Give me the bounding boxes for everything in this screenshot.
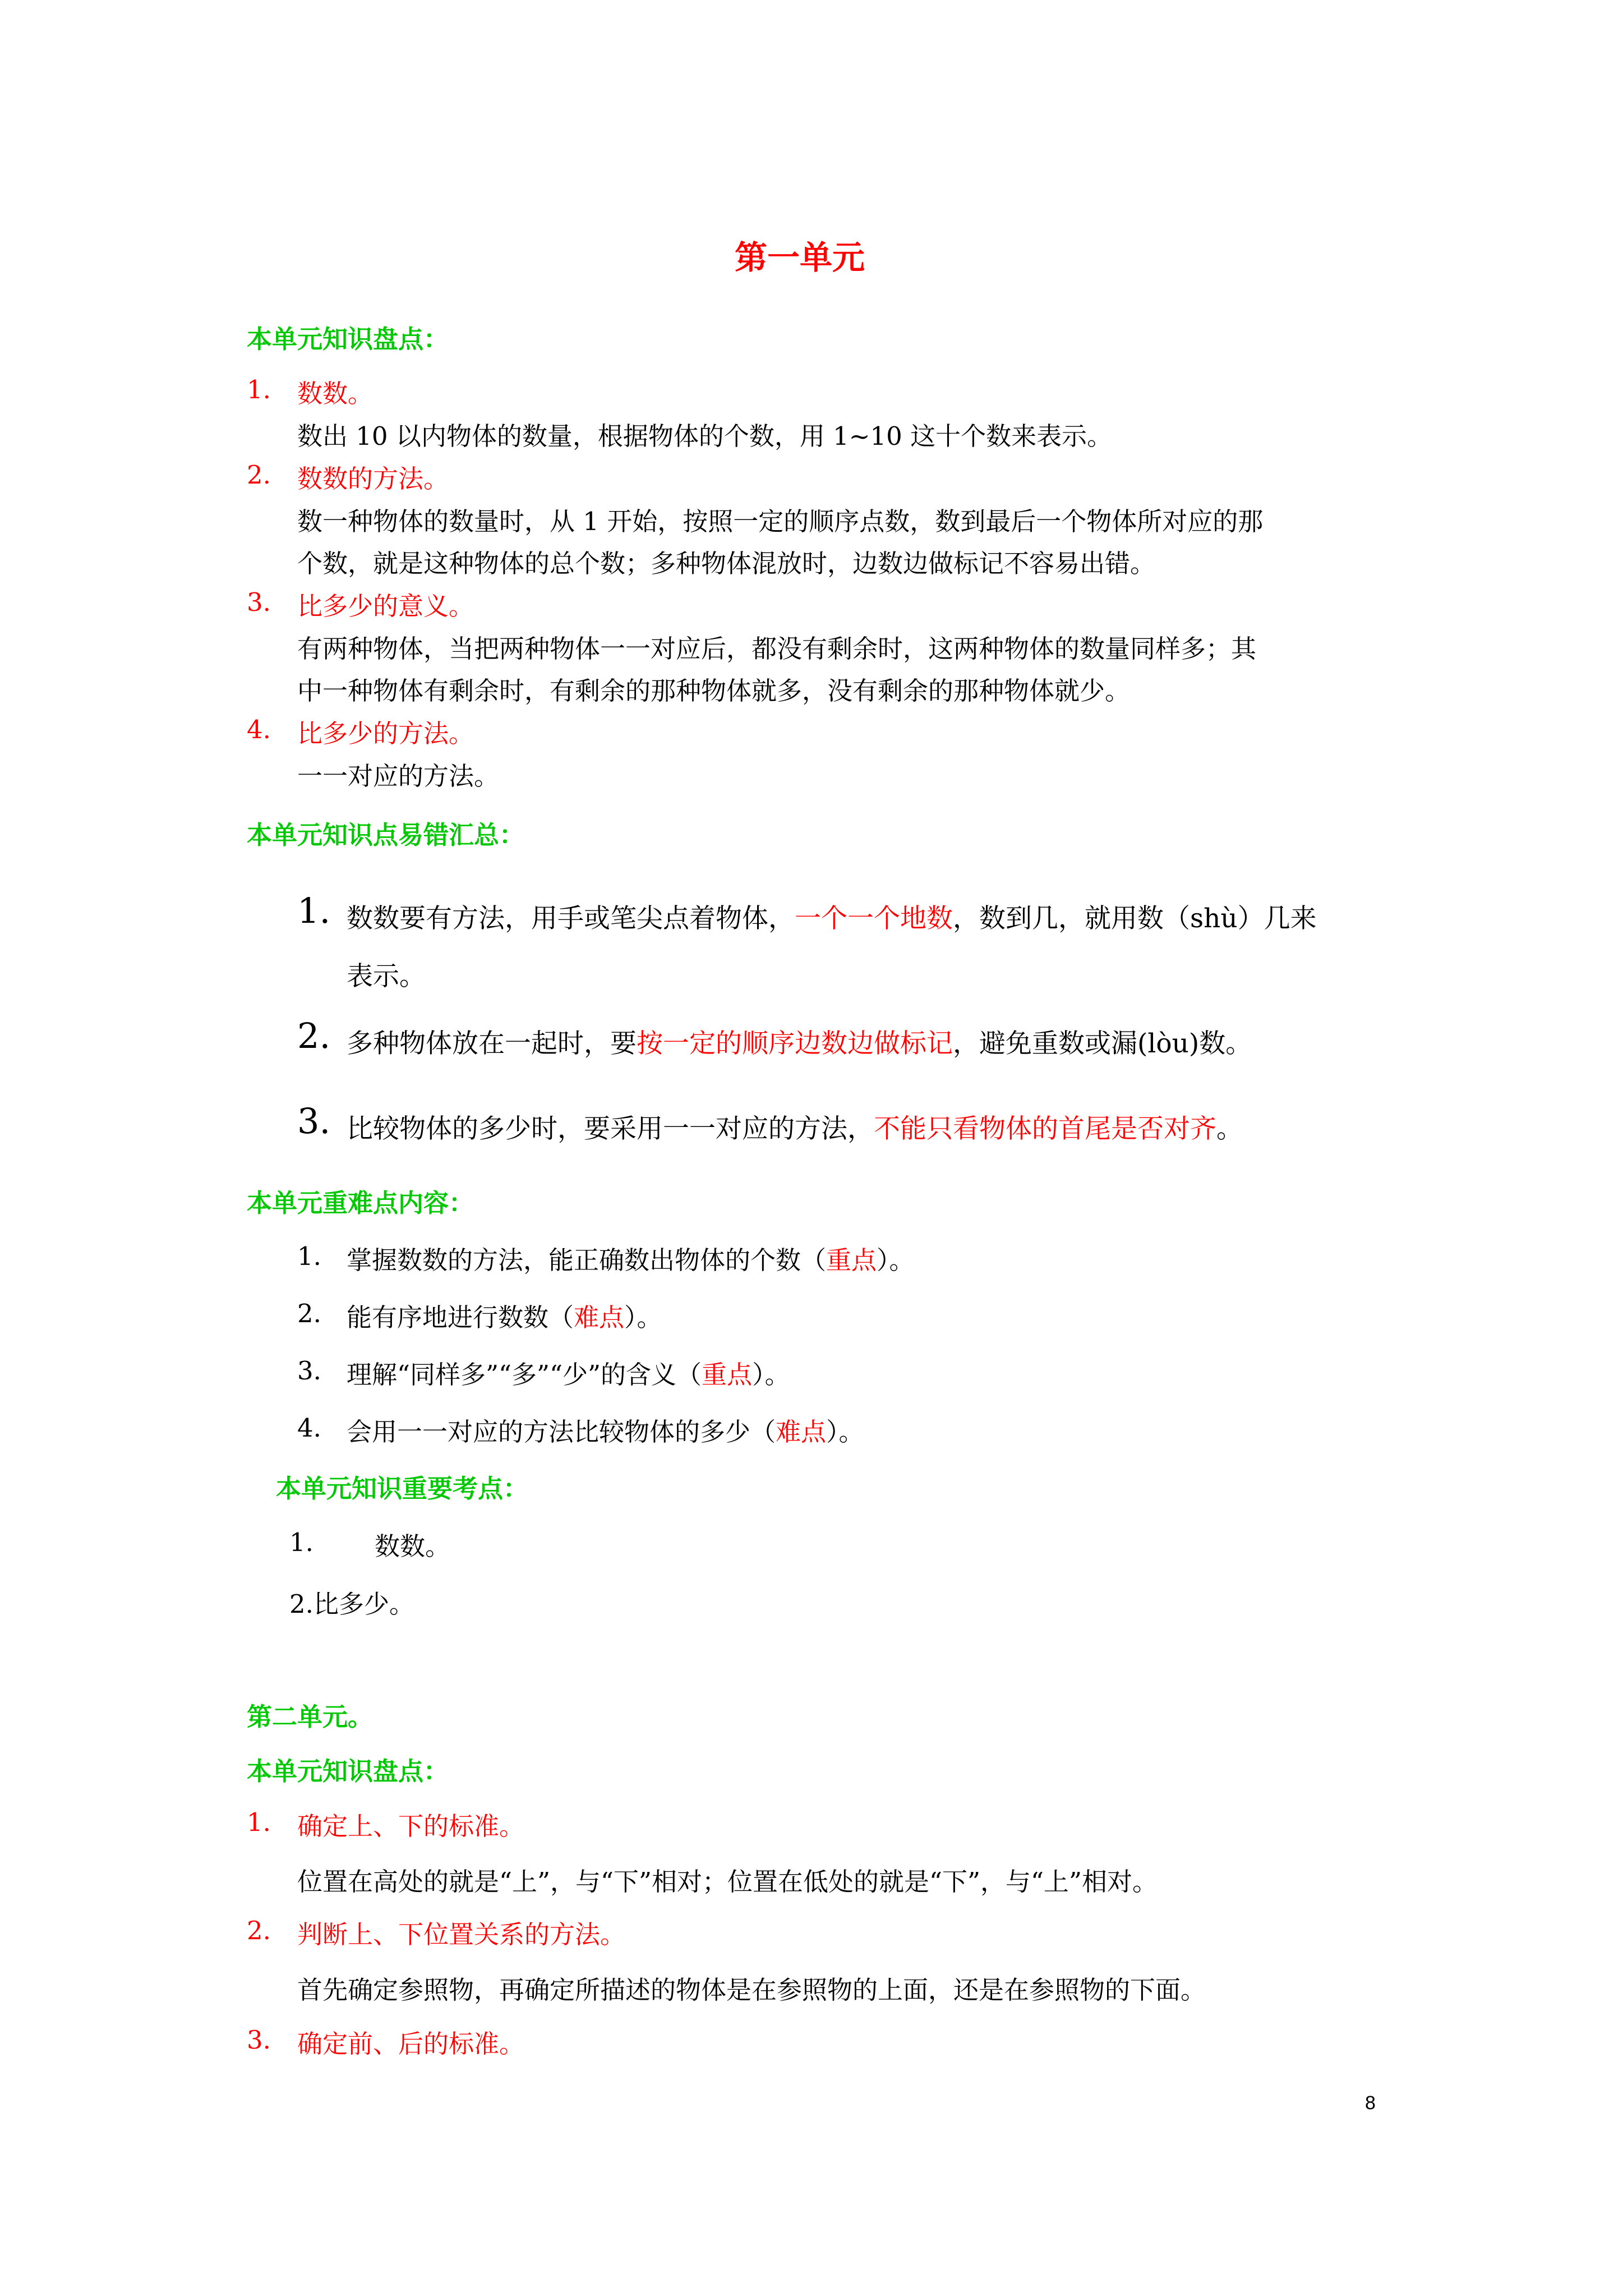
keypoint-tag: 重点 [826,1245,877,1275]
kp-text: 首先确定参照物，再确定所描述的物体是在参照物的上面，还是在参照物的下面。 [297,1975,1206,2005]
kp-title: 数数。 [297,379,374,408]
unit1-keypoints-heading: 本单元重难点内容： [247,1188,474,1218]
kp-title: 确定前、后的标准。 [297,2029,525,2059]
error-text-a: 比较物体的多少时，要采用一一对应的方法， [347,1114,874,1144]
kp-text: 数一种物体的数量时，从 1 开始，按照一定的顺序点数，数到最后一个物体所对应的那 [297,507,1264,536]
error-number: 3. [297,1101,331,1142]
unit1-exam-heading: 本单元知识重要考点： [276,1474,529,1503]
error-text-b: 。 [1216,1114,1243,1144]
exam-number: 1. [289,1527,313,1557]
kp-number: 2. [247,1916,271,1945]
keypoint-number: 1. [297,1241,321,1271]
error-text [347,1108,1243,1145]
kp-number: 4. [247,715,271,744]
kp-number: 2. [247,460,271,490]
keypoint-text-b: ）。 [752,1360,790,1389]
keypoint-tag: 难点 [776,1417,827,1447]
keypoint-text-a: 会用一一对应的方法比较物体的多少（ [347,1417,776,1447]
error-highlight: 不能只看物体的首尾是否对齐 [874,1114,1216,1144]
kp-text: 位置在高处的就是“上”，与“下”相对；位置在低处的就是“下”，与“上”相对。 [297,1867,1158,1897]
keypoint-number: 4. [297,1413,321,1443]
kp-text: 中一种物体有剩余时，有剩余的那种物体就多，没有剩余的那种物体就少。 [297,676,1131,706]
kp-title: 确定上、下的标准。 [297,1811,525,1841]
keypoint-text-b: ）。 [826,1417,864,1447]
keypoint-text-a: 能有序地进行数数（ [347,1303,574,1332]
error-highlight: 按一定的顺序边数边做标记 [637,1028,953,1059]
kp-text: 数出 10 以内物体的数量，根据物体的个数，用 1~10 这十个数来表示。 [297,421,1113,451]
keypoint-tag: 重点 [702,1360,753,1389]
error-text-cont: 表示。 [347,961,426,992]
kp-number: 3. [247,587,271,617]
keypoint-text-a: 理解“同样多”“多”“少”的含义（ [347,1360,702,1389]
keypoint-text-b: ）。 [877,1245,915,1275]
error-number: 2. [297,1015,331,1056]
kp-title: 比多少的方法。 [297,719,474,748]
error-highlight: 一个一个地数 [795,903,953,934]
keypoint-text-b: ）。 [624,1303,662,1332]
keypoint-tag: 难点 [574,1303,625,1332]
exam-number: 2. [289,1589,313,1619]
error-number: 1. [297,890,331,931]
error-text [347,898,1317,935]
exam-text: 比多少。 [313,1589,414,1619]
error-text-b: ，数到几，就用数（shù）几来 [953,903,1317,934]
keypoint-number: 3. [297,1356,321,1386]
kp-title: 判断上、下位置关系的方法。 [297,1920,626,1949]
error-text-a: 多种物体放在一起时，要 [347,1028,637,1059]
kp-title: 比多少的意义。 [297,591,474,621]
exam-text: 数数。 [375,1531,451,1561]
error-text-a: 数数要有方法，用手或笔尖点着物体， [347,903,795,934]
kp-number: 3. [247,2025,271,2055]
unit1-errors-heading: 本单元知识点易错汇总： [247,820,525,850]
kp-number: 1. [247,375,271,404]
keypoint-text [347,1411,864,1448]
kp-text: 有两种物体，当把两种物体一一对应后，都没有剩余时，这两种物体的数量同样多；其 [297,634,1257,664]
unit1-title: 第一单元 [735,238,865,277]
unit2-knowledge-heading: 本单元知识盘点： [247,1756,449,1786]
error-text-b: ，避免重数或漏(lòu)数。 [953,1028,1252,1059]
page-number: 8 [1365,2092,1376,2114]
keypoint-text [347,1354,790,1391]
exam-item [289,1584,414,1620]
keypoint-text-a: 掌握数数的方法，能正确数出物体的个数（ [347,1245,827,1275]
keypoint-text [347,1240,915,1276]
unit1-knowledge-heading: 本单元知识盘点： [247,324,449,354]
kp-title: 数数的方法。 [297,464,449,494]
unit2-title: 第二单元。 [247,1702,374,1732]
kp-text: 一一对应的方法。 [297,761,500,791]
keypoint-number: 2. [297,1299,321,1328]
keypoint-text [347,1297,662,1333]
kp-number: 1. [247,1807,271,1837]
kp-text: 个数，就是这种物体的总个数；多种物体混放时，边数边做标记不容易出错。 [297,549,1156,578]
error-text [347,1023,1252,1060]
